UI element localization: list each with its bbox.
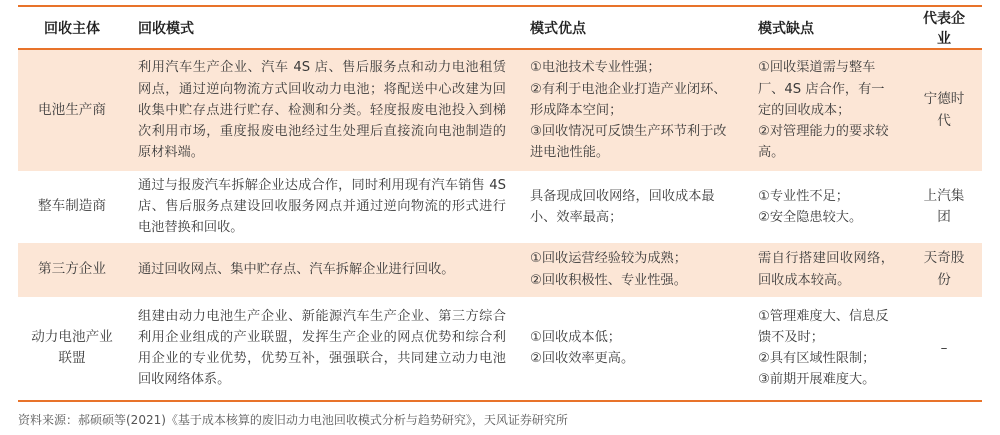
pros-item: ②回收积极性、专业性强。 bbox=[530, 272, 687, 288]
cell-cons bbox=[746, 171, 906, 243]
header-company: 代表企业 bbox=[923, 10, 965, 47]
cell-entity: 第三方企业 bbox=[18, 243, 126, 297]
cons-item: ①管理难度大、信息反馈不及时； bbox=[758, 308, 889, 345]
cell-pros bbox=[518, 49, 746, 171]
recycling-mode-table bbox=[18, 5, 982, 402]
cell-entity: 整车制造商 bbox=[18, 171, 126, 243]
header-cons: 模式缺点 bbox=[758, 20, 814, 37]
cell-pros bbox=[518, 297, 746, 401]
cell-mode: 通过与报废汽车拆解企业达成合作，同时利用现有汽车销售 4S 店、售后服务点建设回收服务网点并通过逆向物流的形式进行电池替换和回收。 bbox=[126, 171, 518, 243]
table-row bbox=[18, 49, 982, 171]
pros-item: ②回收效率更高。 bbox=[530, 351, 635, 367]
cons-item: ②安全隐患较大。 bbox=[758, 209, 863, 225]
cell-pros bbox=[518, 171, 746, 243]
table-row bbox=[18, 297, 982, 401]
header-pros: 模式优点 bbox=[530, 20, 586, 37]
pros-item: ②有利于电池企业打造产业闭环、形成降本空间； bbox=[530, 81, 727, 118]
cell-company: 天奇股份 bbox=[906, 243, 982, 297]
pros-item: ③回收情况可反馈生产环节利于改进电池性能。 bbox=[530, 124, 727, 161]
cons-item: 需自行搭建回收网络，回收成本较高。 bbox=[758, 251, 894, 288]
cell-entity: 电池生产商 bbox=[18, 49, 126, 171]
pros-item: ①回收运营经验较为成熟； bbox=[530, 251, 687, 267]
pros-item: ①电池技术专业性强； bbox=[530, 60, 661, 76]
cell-company: – bbox=[906, 297, 982, 401]
header-mode: 回收模式 bbox=[138, 20, 194, 37]
cons-item: ②对管理能力的要求较高。 bbox=[758, 124, 889, 161]
cell-mode: 通过回收网点、集中贮存点、汽车拆解企业进行回收。 bbox=[126, 243, 518, 297]
cons-item: ②具有区域性限制； bbox=[758, 351, 876, 367]
cons-item: ③前期开展难度大。 bbox=[758, 372, 876, 388]
cell-pros bbox=[518, 243, 746, 297]
cell-cons bbox=[746, 297, 906, 401]
header-entity: 回收主体 bbox=[44, 20, 100, 37]
source-note: 资料来源：郝硕硕等(2021)《基于成本核算的废旧动力电池回收模式分析与趋势研究》，天风证券研究所 bbox=[18, 413, 568, 427]
table-row bbox=[18, 243, 982, 297]
cell-entity: 动力电池产业联盟 bbox=[18, 297, 126, 401]
cell-company: 上汽集团 bbox=[906, 171, 982, 243]
pros-item: ①回收成本低； bbox=[530, 329, 621, 345]
cell-mode: 组建由动力电池生产企业、新能源汽车生产企业、第三方综合利用企业组成的产业联盟，发挥生产企业的网点优势和综合利用企业的专业优势，优势互补，强强联合，共同建立动力电池回收网络体系。 bbox=[126, 297, 518, 401]
cons-item: ①回收渠道需与整车厂、4S 店合作，有一定的回收成本； bbox=[758, 60, 885, 118]
cell-cons bbox=[746, 49, 906, 171]
cell-cons bbox=[746, 243, 906, 297]
cons-item: ①专业性不足； bbox=[758, 188, 849, 204]
cell-company: 宁德时代 bbox=[906, 49, 982, 171]
cell-mode: 利用汽车生产企业、汽车 4S 店、售后服务点和动力电池租赁网点，通过逆向物流方式回收动力电池；将配送中心改建为回收集中贮存点进行贮存、检测和分类。轻度报废电池投入到梯次利用市场，重度报废电池经过生处理后直接流向电池制造的原材料端。 bbox=[126, 49, 518, 171]
table-header bbox=[18, 6, 982, 49]
table-row bbox=[18, 171, 982, 243]
pros-item: 具备现成回收网络，回收成本最小、效率最高； bbox=[530, 188, 715, 225]
